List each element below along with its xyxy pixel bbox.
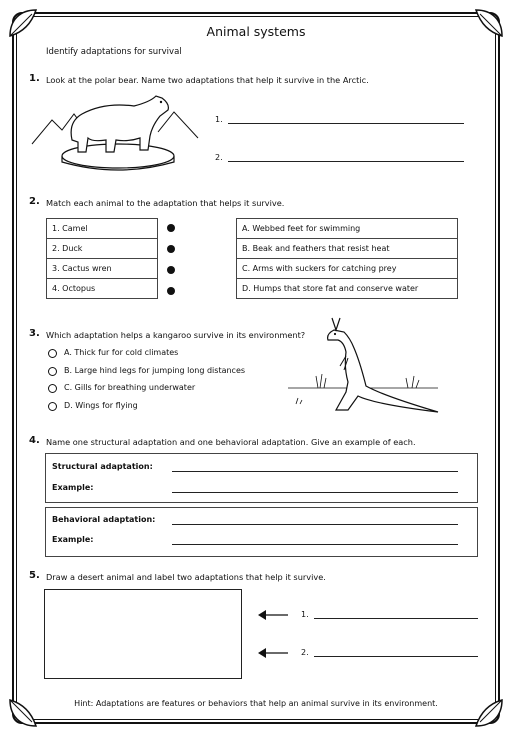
question-5-text: Draw a desert animal and label two adaptations that help it survive.	[46, 572, 326, 582]
arrow-left-icon	[258, 610, 288, 620]
q5-answer-1-label: 1.	[301, 610, 309, 619]
animal-cell: 4. Octopus	[47, 279, 158, 299]
question-1-number: 1.	[29, 73, 40, 84]
animal-cell: 3. Cactus wren	[47, 259, 158, 279]
structural-label: Structural adaptation:	[52, 462, 153, 471]
match-dot[interactable]	[167, 266, 175, 274]
polar-bear-icon	[30, 92, 200, 174]
option-d-label: D. Wings for flying	[64, 401, 138, 410]
adaptation-cell: B. Beak and feathers that resist heat	[237, 239, 458, 259]
match-dot[interactable]	[167, 245, 175, 253]
question-3-number: 3.	[29, 328, 40, 339]
adaptation-cell: C. Arms with suckers for catching prey	[237, 259, 458, 279]
q1-answer-2-line[interactable]	[228, 161, 464, 162]
option-c-label: C. Gills for breathing underwater	[64, 383, 196, 392]
animal-cell: 2. Duck	[47, 239, 158, 259]
q1-answer-2-label: 2.	[215, 153, 223, 162]
behavioral-example-line[interactable]	[172, 544, 458, 545]
structural-example-line[interactable]	[172, 492, 458, 493]
page-title: Animal systems	[206, 24, 306, 39]
arrow-left-icon	[258, 648, 288, 658]
behavioral-answer-line[interactable]	[172, 524, 458, 525]
option-a-radio[interactable]	[48, 349, 57, 358]
animal-table	[46, 218, 158, 299]
question-5-number: 5.	[29, 570, 40, 581]
option-d-radio[interactable]	[48, 402, 57, 411]
animal-cell: 1. Camel	[47, 219, 158, 239]
match-dot[interactable]	[167, 224, 175, 232]
drawing-area[interactable]	[44, 589, 242, 679]
option-c-radio[interactable]	[48, 384, 57, 393]
question-3-text: Which adaptation helps a kangaroo survive in its environment?	[46, 330, 306, 340]
question-4-number: 4.	[29, 435, 40, 446]
question-4-text: Name one structural adaptation and one behavioral adaptation. Give an example of each.	[46, 437, 416, 447]
question-1-text: Look at the polar bear. Name two adaptations that help it survive in the Arctic.	[46, 75, 369, 85]
adaptation-cell: A. Webbed feet for swimming	[237, 219, 458, 239]
option-b-radio[interactable]	[48, 367, 57, 376]
q1-answer-1-line[interactable]	[228, 123, 464, 124]
page-subtitle: Identify adaptations for survival	[46, 47, 182, 57]
behavioral-label: Behavioral adaptation:	[52, 515, 156, 524]
adaptation-table	[236, 218, 458, 299]
structural-answer-line[interactable]	[172, 471, 458, 472]
behavioral-example-label: Example:	[52, 535, 94, 544]
structural-example-label: Example:	[52, 483, 94, 492]
kangaroo-icon	[288, 312, 448, 416]
hint-text: Hint: Adaptations are features or behaviors that help an animal survive in its environment.	[74, 699, 438, 708]
adaptation-cell: D. Humps that store fat and conserve water	[237, 279, 458, 299]
option-a-label: A. Thick fur for cold climates	[64, 348, 179, 357]
match-dot[interactable]	[167, 287, 175, 295]
question-2-text: Match each animal to the adaptation that helps it survive.	[46, 198, 285, 208]
q5-answer-2-line[interactable]	[314, 656, 478, 657]
q5-answer-2-label: 2.	[301, 648, 309, 657]
q5-answer-1-line[interactable]	[314, 618, 478, 619]
structural-box	[45, 453, 478, 503]
question-2-number: 2.	[29, 196, 40, 207]
q1-answer-1-label: 1.	[215, 115, 223, 124]
option-b-label: B. Large hind legs for jumping long distances	[64, 366, 246, 375]
